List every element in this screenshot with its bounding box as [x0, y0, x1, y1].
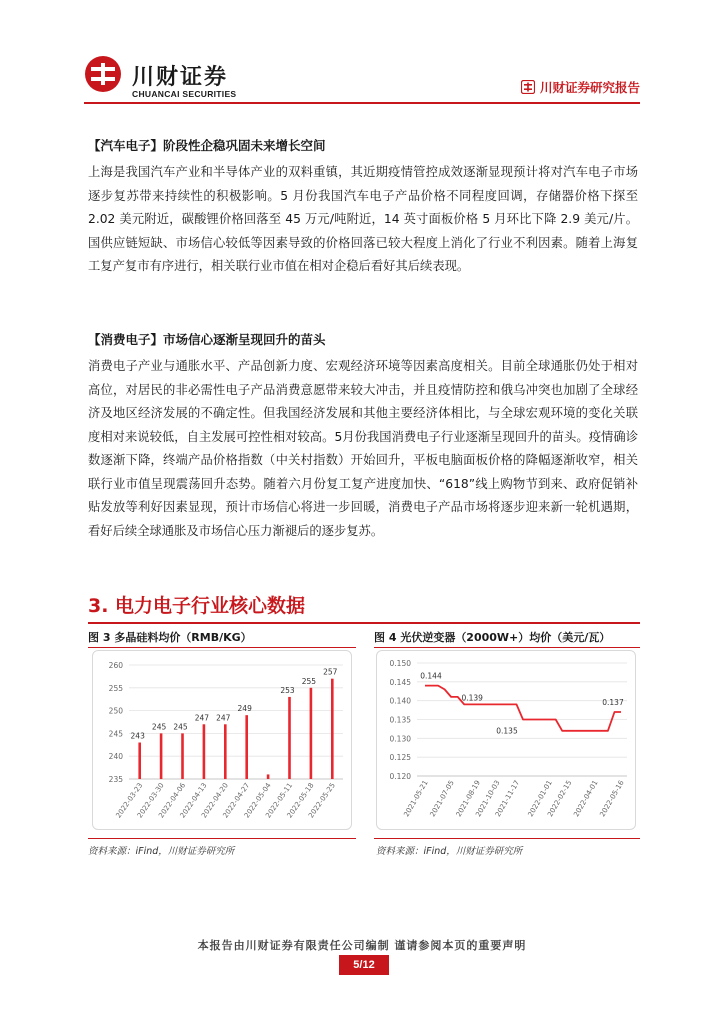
figure-3-title: 图 3 多晶硅料均价（RMB/KG） [88, 631, 252, 644]
bar [245, 715, 248, 779]
bar [288, 697, 291, 779]
data-label: 249 [237, 704, 252, 714]
y-tick-label: 255 [108, 683, 123, 693]
x-tick-label: 2022-04-13 [178, 781, 209, 820]
data-label: 0.144 [420, 671, 442, 681]
page-number: 5/12 [339, 955, 389, 975]
y-tick-label: 0.130 [389, 734, 411, 744]
figure-4-bottom-rule [374, 838, 640, 839]
bar [267, 774, 270, 779]
figure-4-top-rule [374, 647, 640, 648]
figure-3-top-rule [88, 647, 356, 648]
y-tick-label: 0.145 [389, 677, 411, 687]
x-tick-label: 2022-05-25 [307, 781, 337, 820]
x-tick-label: 2021-08-19 [454, 779, 482, 819]
data-label: 245 [151, 722, 167, 732]
chapter-title: 3. 电力电子行业核心数据 [88, 595, 306, 617]
x-tick-label: 2022-03-23 [114, 781, 145, 820]
section-heading-consumer-electronics: 【消费电子】市场信心逐渐呈现回升的苗头 [88, 332, 326, 347]
bar [181, 733, 184, 779]
figure-4-source: 资料来源：iFind，川财证券研究所 [376, 846, 523, 857]
bar [310, 688, 313, 779]
figure-3-chart-frame [92, 650, 352, 830]
y-tick-label: 0.150 [389, 659, 411, 668]
data-label: 0.139 [461, 693, 483, 703]
y-tick-label: 0.135 [389, 715, 411, 725]
y-tick-label: 245 [108, 729, 123, 739]
x-tick-label: 2022-04-01 [572, 779, 600, 819]
figure-4-chart-frame [376, 650, 636, 830]
x-tick-label: 2022-04-27 [221, 781, 252, 820]
polysilicon-price-chart [93, 651, 353, 831]
x-tick-label: 2021-07-05 [428, 779, 456, 819]
data-label: 243 [130, 731, 145, 741]
y-tick-label: 250 [108, 706, 123, 716]
x-tick-label: 2021-10-03 [474, 779, 502, 819]
bar [331, 679, 334, 779]
paragraph: 上海是我国汽车产业和半导体产业的双料重镇，其近期疫情管控成效逐渐显现预计将对汽车电子市场逐步复苏带来持续性的积极影响。5 月份我国汽车电子产品价格不同程度回调，存储器价格下探至 2.02 美元附近，碳酸锂价格回落至 45 万元/吨附近，14 英寸面板价格 5 月环比下降 2.9 美元/片。国供应链短缺、市场信心较低等因素导致的价格回落已较大程度上消化了行业不利因素。随着上海复工复产复市有序进行，相关联行业市值在相对企稳后看好其后续表现。 [88, 165, 638, 273]
x-tick-label: 2022-05-16 [598, 779, 626, 819]
y-tick-label: 235 [108, 775, 123, 784]
x-tick-label: 2022-01-01 [526, 779, 554, 819]
report-logo-icon [521, 80, 535, 94]
x-tick-label: 2022-02-15 [546, 779, 574, 819]
bar [224, 724, 227, 779]
paragraph: 消费电子产业与通胀水平、产品创新力度、宏观经济环境等因素高度相关。目前全球通胀仍处于相对高位，对居民的非必需性电子产品消费意愿带来较大冲击，并且疫情防控和俄乌冲突也加剧了全球经济及地区经济发展的不确定性。但我国经济发展和其他主要经济体相比，与全球宏观环境的变化关联度相对来说较低，自主发展可控性相对较高。5月份我国消费电子行业逐渐呈现回升的苗头。疫情确诊数逐渐下降，终端产品价格指数（中关村指数）开始回升，平板电脑面板价格的降幅逐渐收窄，相关联行业市值呈现震荡回升态势。随着六月份复工复产进度加快、“618”线上购物节到来、政府促销补贴发放等利好因素显现，预计市场信心将进一步回暖，消费电子产品市场将逐步迎来新一轮机遇期，看好后续全球通胀及市场信心压力渐褪后的逐步复苏。 [88, 359, 638, 538]
x-tick-label: 2022-05-11 [264, 781, 295, 820]
y-tick-label: 260 [108, 661, 123, 670]
figure-3-source: 资料来源：iFind，川财证券研究所 [88, 846, 235, 857]
report-label: 川财证券研究报告 [539, 80, 640, 95]
report-badge [521, 78, 640, 96]
y-tick-label: 0.125 [389, 753, 411, 763]
chapter-divider [88, 622, 640, 624]
data-label: 255 [301, 676, 317, 686]
inverter-price-chart [377, 651, 637, 831]
data-label: 0.135 [496, 726, 518, 736]
x-tick-label: 2022-03-30 [135, 781, 166, 820]
figure-3-bottom-rule [88, 838, 356, 839]
x-tick-label: 2022-05-04 [242, 781, 273, 820]
bar [203, 724, 206, 779]
footer-disclaimer: 本报告由川财证券有限责任公司编制 谨请参阅本页的重要声明 [197, 939, 527, 952]
company-logo-icon [84, 55, 122, 93]
data-label: 257 [323, 667, 338, 677]
x-tick-label: 2021-11-17 [493, 779, 522, 819]
data-label: 245 [173, 722, 188, 732]
data-label: 0.137 [602, 697, 624, 707]
bar [160, 733, 163, 779]
header-divider [84, 102, 640, 104]
x-tick-label: 2022-04-06 [157, 781, 188, 820]
section-body-auto-electronics [88, 161, 638, 279]
data-label: 247 [194, 713, 210, 723]
y-tick-label: 240 [108, 752, 123, 762]
y-tick-label: 0.120 [389, 772, 411, 781]
y-tick-label: 0.140 [389, 696, 411, 706]
section-body-consumer-electronics [88, 355, 638, 543]
company-name-en: CHUANCAI SECURITIES [132, 89, 237, 99]
figure-4-title: 图 4 光伏逆变器（2000W+）均价（美元/瓦） [374, 631, 611, 644]
company-name-cn: 川财证券 [132, 65, 229, 90]
bar [138, 743, 141, 779]
data-label: 247 [216, 713, 231, 723]
data-label: 253 [280, 685, 295, 695]
series-line [425, 686, 621, 731]
x-tick-label: 2021-05-21 [402, 779, 430, 819]
x-tick-label: 2022-05-18 [285, 781, 316, 820]
section-heading-auto-electronics: 【汽车电子】阶段性企稳巩固未来增长空间 [88, 138, 326, 153]
x-tick-label: 2022-04-20 [200, 781, 230, 820]
